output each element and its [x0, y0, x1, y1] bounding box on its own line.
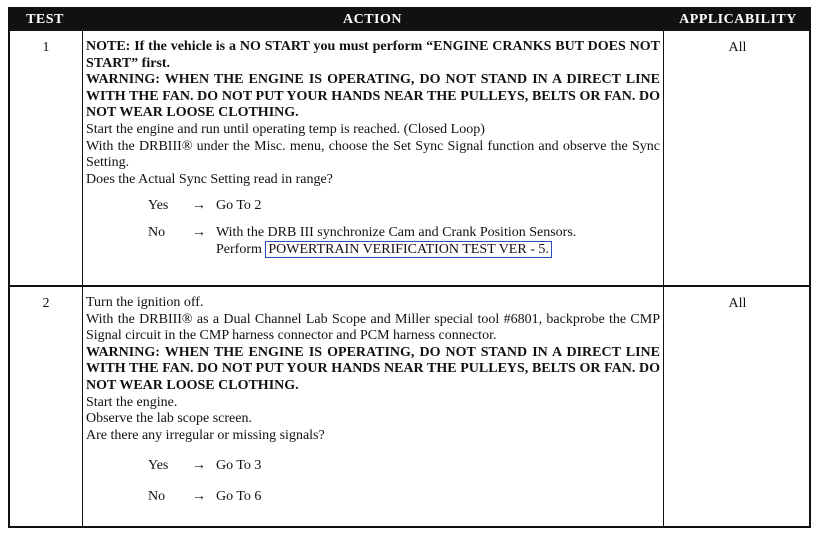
warning-text: WARNING: WHEN THE ENGINE IS OPERATING, DO NOT STAND IN A DIRECT LINE WITH THE FAN. DO NOT PUT YOUR HANDS NEAR THE PULLEYS, BELTS OR FAN. DO NOT WEAR LOOSE CLOTHING. [86, 72, 660, 121]
table-row [10, 285, 809, 530]
arrow-icon: → [192, 224, 206, 240]
question-text: Are there any irregular or missing signals? [86, 427, 325, 443]
no-choice [148, 225, 660, 258]
step-text: Turn the ignition off. [86, 295, 204, 310]
action-cell [86, 295, 660, 506]
applicability-value: All [728, 40, 747, 55]
yes-result: Go To 2 [216, 198, 262, 214]
no-choice [148, 489, 660, 506]
step-text: Observe the lab scope screen. [86, 411, 252, 427]
header-test: TEST [26, 12, 64, 27]
table-row [10, 31, 809, 285]
no-label: No [148, 224, 166, 240]
no-result: Go To 6 [216, 488, 262, 504]
yes-choice [148, 458, 660, 475]
question-text: Does the Actual Sync Setting read in range? [86, 171, 333, 187]
perform-text: Perform [216, 241, 262, 257]
arrow-icon: → [192, 458, 206, 474]
test-number: 1 [42, 40, 50, 55]
arrow-icon: → [192, 488, 206, 504]
diagnostic-test-table [8, 7, 811, 528]
step-text: Start the engine. [86, 394, 178, 410]
test-number: 2 [42, 296, 50, 311]
header-applicability: APPLICABILITY [679, 12, 797, 27]
step-text: With the DRBIII® as a Dual Channel Lab Scope and Miller special tool #6801, backprobe the CMP Signal circuit in the CMP harness connector and PCM harness connector. [86, 311, 660, 344]
applicability-value: All [728, 296, 747, 311]
step-text: With the DRBIII® under the Misc. menu, choose the Set Sync Signal function and observe the Sync Setting. [86, 138, 660, 171]
yes-result: Go To 3 [216, 458, 262, 474]
step-text: Start the engine and run until operating temp is reached. (Closed Loop) [86, 121, 485, 137]
header-action: ACTION [342, 12, 402, 27]
yes-label: Yes [148, 198, 169, 214]
arrow-icon: → [192, 198, 206, 214]
no-label: No [148, 488, 166, 504]
yes-label: Yes [148, 458, 169, 474]
yes-choice [148, 198, 660, 215]
warning-text: WARNING: WHEN THE ENGINE IS OPERATING, DO NOT STAND IN A DIRECT LINE WITH THE FAN. DO NOT PUT YOUR HANDS NEAR THE PULLEYS, BELTS OR FAN. DO NOT WEAR LOOSE CLOTHING. [86, 344, 660, 393]
no-result-text: With the DRB III synchronize Cam and Crank Position Sensors. [216, 224, 577, 240]
table-header [10, 9, 809, 31]
no-result [216, 225, 660, 258]
action-cell [86, 39, 660, 258]
note-text: NOTE: If the vehicle is a NO START you must perform “ENGINE CRANKS BUT DOES NOT START” first. [86, 39, 660, 71]
verification-test-link[interactable]: POWERTRAIN VERIFICATION TEST VER - 5. [265, 241, 551, 258]
